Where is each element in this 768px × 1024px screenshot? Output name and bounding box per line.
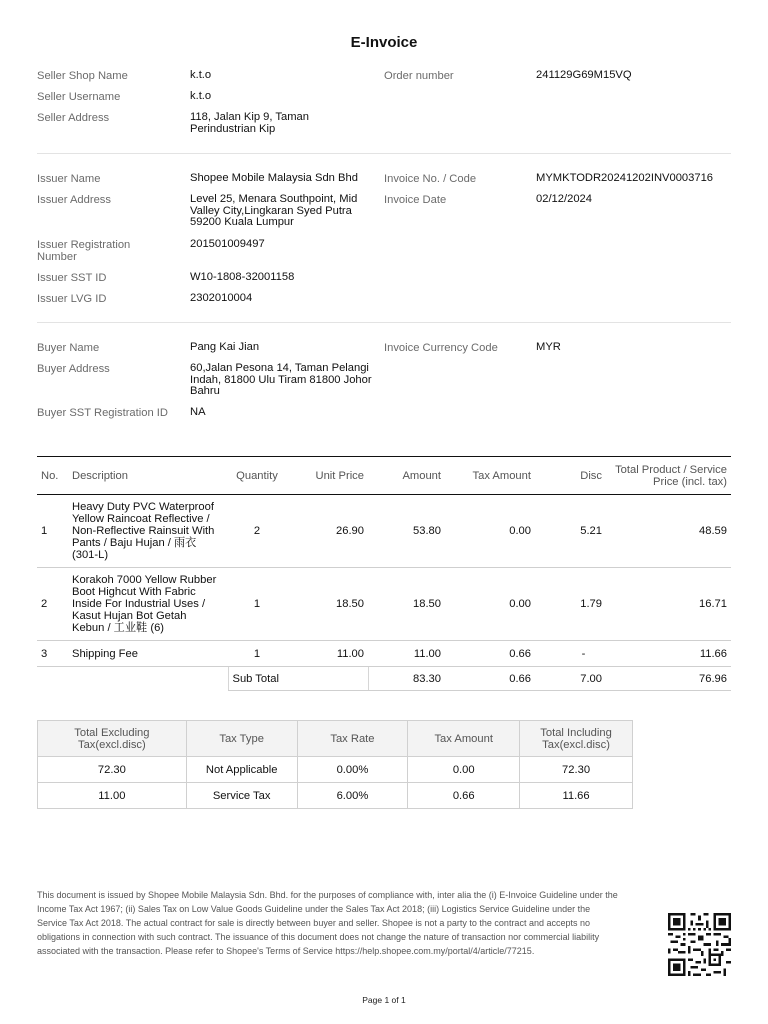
item-amount: 11.00 — [368, 641, 445, 667]
table-row — [37, 641, 731, 667]
issuer-name: Shopee Mobile Malaysia Sdn Bhd — [190, 172, 358, 184]
buyer-address-label: Buyer Address — [37, 363, 110, 375]
tax-type: Not Applicable — [186, 757, 297, 783]
item-unit-price: 26.90 — [286, 495, 368, 568]
issuer-registration-number: 201501009497 — [190, 238, 265, 250]
item-no: 1 — [37, 495, 68, 568]
issuer-lvg-id: 2302010004 — [190, 292, 253, 304]
table-header-row — [37, 457, 731, 495]
col-header-tax-amount: Tax Amount — [445, 457, 535, 495]
order-number-label: Order number — [384, 70, 454, 82]
item-unit-price: 18.50 — [286, 568, 368, 641]
tax-total-excluding: 11.00 — [38, 783, 187, 809]
item-unit-price: 11.00 — [286, 641, 368, 667]
table-row — [38, 783, 633, 809]
invoice-date-label: Invoice Date — [384, 194, 447, 206]
issuer-name-label: Issuer Name — [37, 173, 101, 185]
item-no: 2 — [37, 568, 68, 641]
tax-amount: 0.00 — [408, 757, 520, 783]
tax-rate: 0.00% — [297, 757, 408, 783]
item-quantity: 2 — [228, 495, 286, 568]
tax-rate: 6.00% — [297, 783, 408, 809]
buyer-address: 60,Jalan Pesona 14, Taman Pelangi Indah, 81800 Ulu Tiram 81800 Johor Bahru — [190, 362, 372, 397]
subtotal-tax-amount: 0.66 — [445, 667, 535, 691]
items-table — [37, 456, 731, 691]
invoice-date: 02/12/2024 — [536, 193, 592, 205]
tax-summary-table — [37, 720, 633, 809]
col-header-tax-type: Tax Type — [186, 721, 297, 757]
tax-header-row — [38, 721, 633, 757]
subtotal-disc: 7.00 — [535, 667, 606, 691]
page-title: E-Invoice — [350, 34, 418, 51]
table-row — [38, 757, 633, 783]
col-header-amount: Amount — [368, 457, 445, 495]
buyer-name: Pang Kai Jian — [190, 341, 260, 353]
seller-username: k.t.o — [190, 90, 212, 102]
disclaimer-text: This document is issued by Shopee Mobile Malaysia Sdn. Bhd. for the purposes of compliance with, inter alia the (i) E-Invoice Guideline under the Income Tax Act 1967; (ii) Sales Tax on Low Value Goods Guideline under the Sales Tax Act 2018; (iii) Logistics Service Guideline under the Service Tax Act 2018. The actual contract for sale is directly between buyer and seller. Shopee is not a party to the contract and accepts no obligations in connection with such contract. The issuance of this document does not change the nature of transaction nor commercial liability associated with the transaction. Please refer to Shopee's Terms of Service https://help.shopee.com.my/portal/4/article/77215. — [37, 890, 618, 956]
item-amount: 53.80 — [368, 495, 445, 568]
buyer-sst-id: NA — [190, 406, 206, 418]
currency-code: MYR — [536, 341, 561, 353]
subtotal-label: Sub Total — [228, 667, 368, 691]
col-header-tax-rate: Tax Rate — [297, 721, 408, 757]
item-tax-amount: 0.66 — [445, 641, 535, 667]
item-disc: - — [535, 641, 606, 667]
invoice-no-label: Invoice No. / Code — [384, 173, 477, 185]
col-header-tax-amount: Tax Amount — [408, 721, 520, 757]
item-quantity: 1 — [228, 641, 286, 667]
seller-shop-name: k.t.o — [190, 69, 212, 81]
col-header-total-including: Total Including Tax(excl.disc) — [520, 721, 633, 757]
page-number: Page 1 of 1 — [362, 995, 406, 1005]
col-header-quantity: Quantity — [228, 457, 286, 495]
col-header-no: No. — [37, 457, 68, 495]
item-disc: 1.79 — [535, 568, 606, 641]
item-disc: 5.21 — [535, 495, 606, 568]
item-total: 11.66 — [606, 641, 731, 667]
item-amount: 18.50 — [368, 568, 445, 641]
issuer-registration-label: Issuer Registration Number — [37, 239, 131, 263]
col-header-total: Total Product / Service Price (incl. tax) — [606, 457, 731, 495]
item-tax-amount: 0.00 — [445, 495, 535, 568]
issuer-sst-id: W10-1808-32001158 — [190, 271, 295, 283]
order-number: 241129G69M15VQ — [536, 69, 632, 81]
item-description: Korakoh 7000 Yellow Rubber Boot Highcut With Fabric Inside For Industrial Uses / Kasut Hujan Bot Getah Kebun / 工业鞋 (6) — [68, 568, 228, 641]
divider — [37, 322, 731, 323]
item-quantity: 1 — [228, 568, 286, 641]
issuer-address: Level 25, Menara Southpoint, Mid Valley City,Lingkaran Syed Putra 59200 Kuala Lumpur — [190, 193, 358, 228]
seller-username-label: Seller Username — [37, 91, 121, 103]
tax-total-excluding: 72.30 — [38, 757, 187, 783]
subtotal-row — [37, 667, 731, 691]
currency-code-label: Invoice Currency Code — [384, 342, 498, 354]
seller-shop-name-label: Seller Shop Name — [37, 70, 128, 82]
invoice-no: MYMKTODR20241202INV0003716 — [536, 172, 714, 184]
tax-amount: 0.66 — [408, 783, 520, 809]
seller-address: 118, Jalan Kip 9, Taman Perindustrian Kip — [190, 111, 309, 135]
tax-total-including: 11.66 — [520, 783, 633, 809]
item-description: Heavy Duty PVC Waterproof Yellow Raincoat Reflective / Non-Reflective Rainsuit With Pants / Baju Hujan / 雨衣 (301-L) — [68, 495, 228, 568]
divider — [37, 153, 731, 154]
table-row — [37, 495, 731, 568]
table-row — [37, 568, 731, 641]
issuer-sst-label: Issuer SST ID — [37, 272, 107, 284]
item-no: 3 — [37, 641, 68, 667]
tax-total-including: 72.30 — [520, 757, 633, 783]
col-header-total-excluding: Total Excluding Tax(excl.disc) — [38, 721, 187, 757]
col-header-unit-price: Unit Price — [286, 457, 368, 495]
tax-type: Service Tax — [186, 783, 297, 809]
issuer-address-label: Issuer Address — [37, 194, 111, 206]
issuer-lvg-label: Issuer LVG ID — [37, 293, 107, 305]
qr-code-icon — [668, 913, 731, 976]
item-total: 16.71 — [606, 568, 731, 641]
buyer-name-label: Buyer Name — [37, 342, 100, 354]
subtotal-amount: 83.30 — [368, 667, 445, 691]
item-tax-amount: 0.00 — [445, 568, 535, 641]
col-header-disc: Disc — [535, 457, 606, 495]
item-description: Shipping Fee — [68, 641, 228, 667]
buyer-sst-label: Buyer SST Registration ID — [37, 407, 168, 419]
item-total: 48.59 — [606, 495, 731, 568]
subtotal-total: 76.96 — [606, 667, 731, 691]
col-header-description: Description — [68, 457, 228, 495]
seller-address-label: Seller Address — [37, 112, 110, 124]
